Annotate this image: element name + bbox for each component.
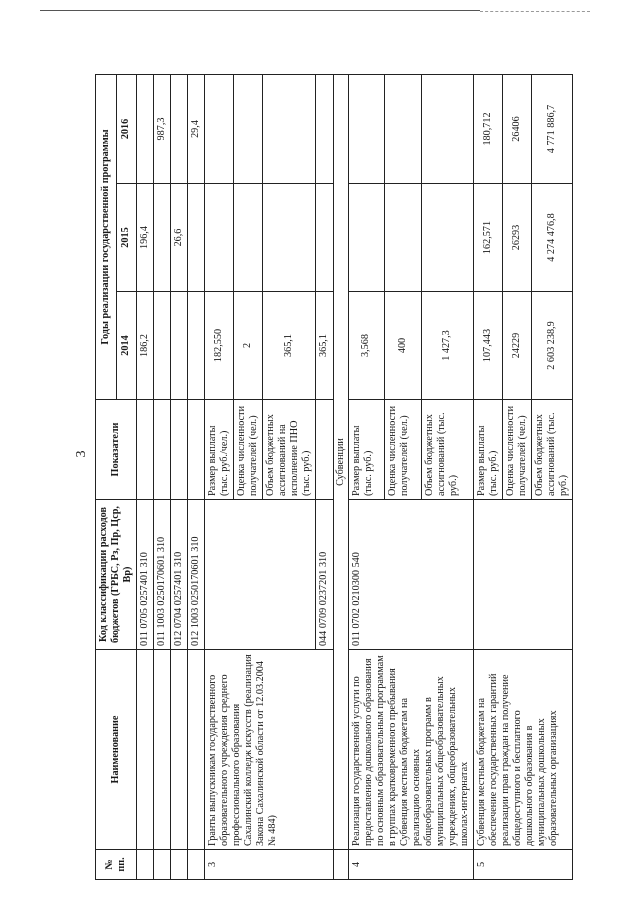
value-cell xyxy=(188,292,205,400)
value-cell xyxy=(421,74,473,183)
row-number: 3 xyxy=(205,850,333,880)
value-cell: 26,6 xyxy=(171,184,188,292)
row-number: 4 xyxy=(348,850,473,880)
indicator-label: Объем бюджетных ассигнований на исполнение ПНО (тыс. руб.) xyxy=(263,400,316,500)
value-cell xyxy=(263,74,316,183)
value-cell xyxy=(137,74,154,183)
year-2016: 2016 xyxy=(116,74,137,183)
value-cell xyxy=(234,74,263,183)
value-cell: 26406 xyxy=(502,74,531,183)
rotated-page xyxy=(95,75,569,880)
value-cell: 26293 xyxy=(502,184,531,292)
value-cell: 24229 xyxy=(502,292,531,400)
value-cell: 107,443 xyxy=(473,292,502,400)
value-cell: 365,1 xyxy=(263,292,316,400)
indicator-label: Объем бюджетных ассигнований (тыс. руб.) xyxy=(531,400,572,500)
code-cell: 012 0704 0257401 310 xyxy=(171,500,188,650)
year-2014: 2014 xyxy=(116,292,137,400)
value-cell xyxy=(171,292,188,400)
value-cell: 987,3 xyxy=(154,74,171,183)
header-row xyxy=(96,74,117,879)
page-number: 3 xyxy=(74,450,89,458)
row-name: Гранты выпускникам государственного образовательного учреждения среднего профессионального образования Сахалинский колледж искусств (реализация Закона Сахалинской области от 12.03.2004 № 484) xyxy=(205,650,333,850)
value-cell xyxy=(154,184,171,292)
code-cell: 011 1003 0250170601 310 xyxy=(154,500,171,650)
top-rule xyxy=(40,10,480,11)
col-name-header: Наименование xyxy=(96,650,137,850)
row-name: Субвенция местным бюджетам на обеспечение государственных гарантий реализации прав граждан на получение общедоступного и бесплатного дошкольного образования в муниципальных дошкольных образовательных организациях xyxy=(473,650,572,850)
indicator-label: Оценка численности получателей (чел.) xyxy=(385,400,422,500)
section-row xyxy=(333,74,348,879)
years-header: Годы реализации государственной программы xyxy=(96,74,117,399)
indicator-label: Объем бюджетных ассигнований (тыс. руб.) xyxy=(421,400,473,500)
value-cell xyxy=(348,74,385,183)
indicator-label: Оценка численности получателей (чел.) xyxy=(502,400,531,500)
value-cell: 4 274 476,8 xyxy=(531,184,572,292)
value-cell: 365,1 xyxy=(316,292,333,400)
code-cell: 011 0702 0210300 540 xyxy=(348,500,473,650)
value-cell xyxy=(171,74,188,183)
value-cell: 1 427,3 xyxy=(421,292,473,400)
value-cell: 4 771 886,7 xyxy=(531,74,572,183)
value-cell: 186,2 xyxy=(137,292,154,400)
col-code-header: Код классификации расходов бюджетов (ГРБС, Рз, Пр, Цср, Вр) xyxy=(96,500,137,650)
table-row xyxy=(348,74,385,879)
value-cell: 29,4 xyxy=(188,74,205,183)
value-cell xyxy=(154,292,171,400)
code-cell: 011 0705 0257401 310 xyxy=(137,500,154,650)
indicator-label: Размер выплаты (тыс. руб.) xyxy=(473,400,502,500)
value-cell: 182,550 xyxy=(205,292,234,400)
program-table xyxy=(95,74,573,880)
value-cell: 162,571 xyxy=(473,184,502,292)
col-indicators-header: Показатели xyxy=(96,400,137,500)
year-2015: 2015 xyxy=(116,184,137,292)
table-row xyxy=(154,74,171,879)
code-cell: 012 1003 0250170601 310 xyxy=(188,500,205,650)
table-row xyxy=(205,74,234,879)
value-cell xyxy=(421,184,473,292)
value-cell xyxy=(188,184,205,292)
value-cell xyxy=(316,184,333,292)
value-cell xyxy=(348,184,385,292)
value-cell xyxy=(263,184,316,292)
indicator-label: Размер выплаты (тыс. руб./чел.) xyxy=(205,400,234,500)
code-cell: 044 0709 0237201 310 xyxy=(316,500,333,650)
value-cell xyxy=(205,184,234,292)
table-row xyxy=(171,74,188,879)
value-cell xyxy=(205,74,234,183)
value-cell: 400 xyxy=(385,292,422,400)
row-number: 5 xyxy=(473,850,572,880)
table-row xyxy=(188,74,205,879)
col-num-header: № пп. xyxy=(96,850,137,880)
top-rule-dashed xyxy=(480,11,590,12)
row-name: Реализация государственной услуги по предоставлению дошкольного образования по основным образовательным программам в группах кратковременного пребывания Субвенция местным бюджетам на реализацию основных общеобразовательных программ в муниципальных общеобразовательных учреждениях, общеобразовательных школах-интернатах xyxy=(348,650,473,850)
table-row xyxy=(137,74,154,879)
value-cell xyxy=(234,184,263,292)
value-cell: 180,712 xyxy=(473,74,502,183)
value-cell: 196,4 xyxy=(137,184,154,292)
value-cell xyxy=(316,74,333,183)
value-cell xyxy=(385,74,422,183)
table-row xyxy=(473,74,502,879)
indicator-label: Оценка численности получателей (чел.) xyxy=(234,400,263,500)
value-cell: 3,568 xyxy=(348,292,385,400)
value-cell: 2 603 238,9 xyxy=(531,292,572,400)
indicator-label: Размер выплаты (тыс. руб.) xyxy=(348,400,385,500)
value-cell xyxy=(385,184,422,292)
section-title: Субвенции xyxy=(333,74,348,849)
value-cell: 2 xyxy=(234,292,263,400)
